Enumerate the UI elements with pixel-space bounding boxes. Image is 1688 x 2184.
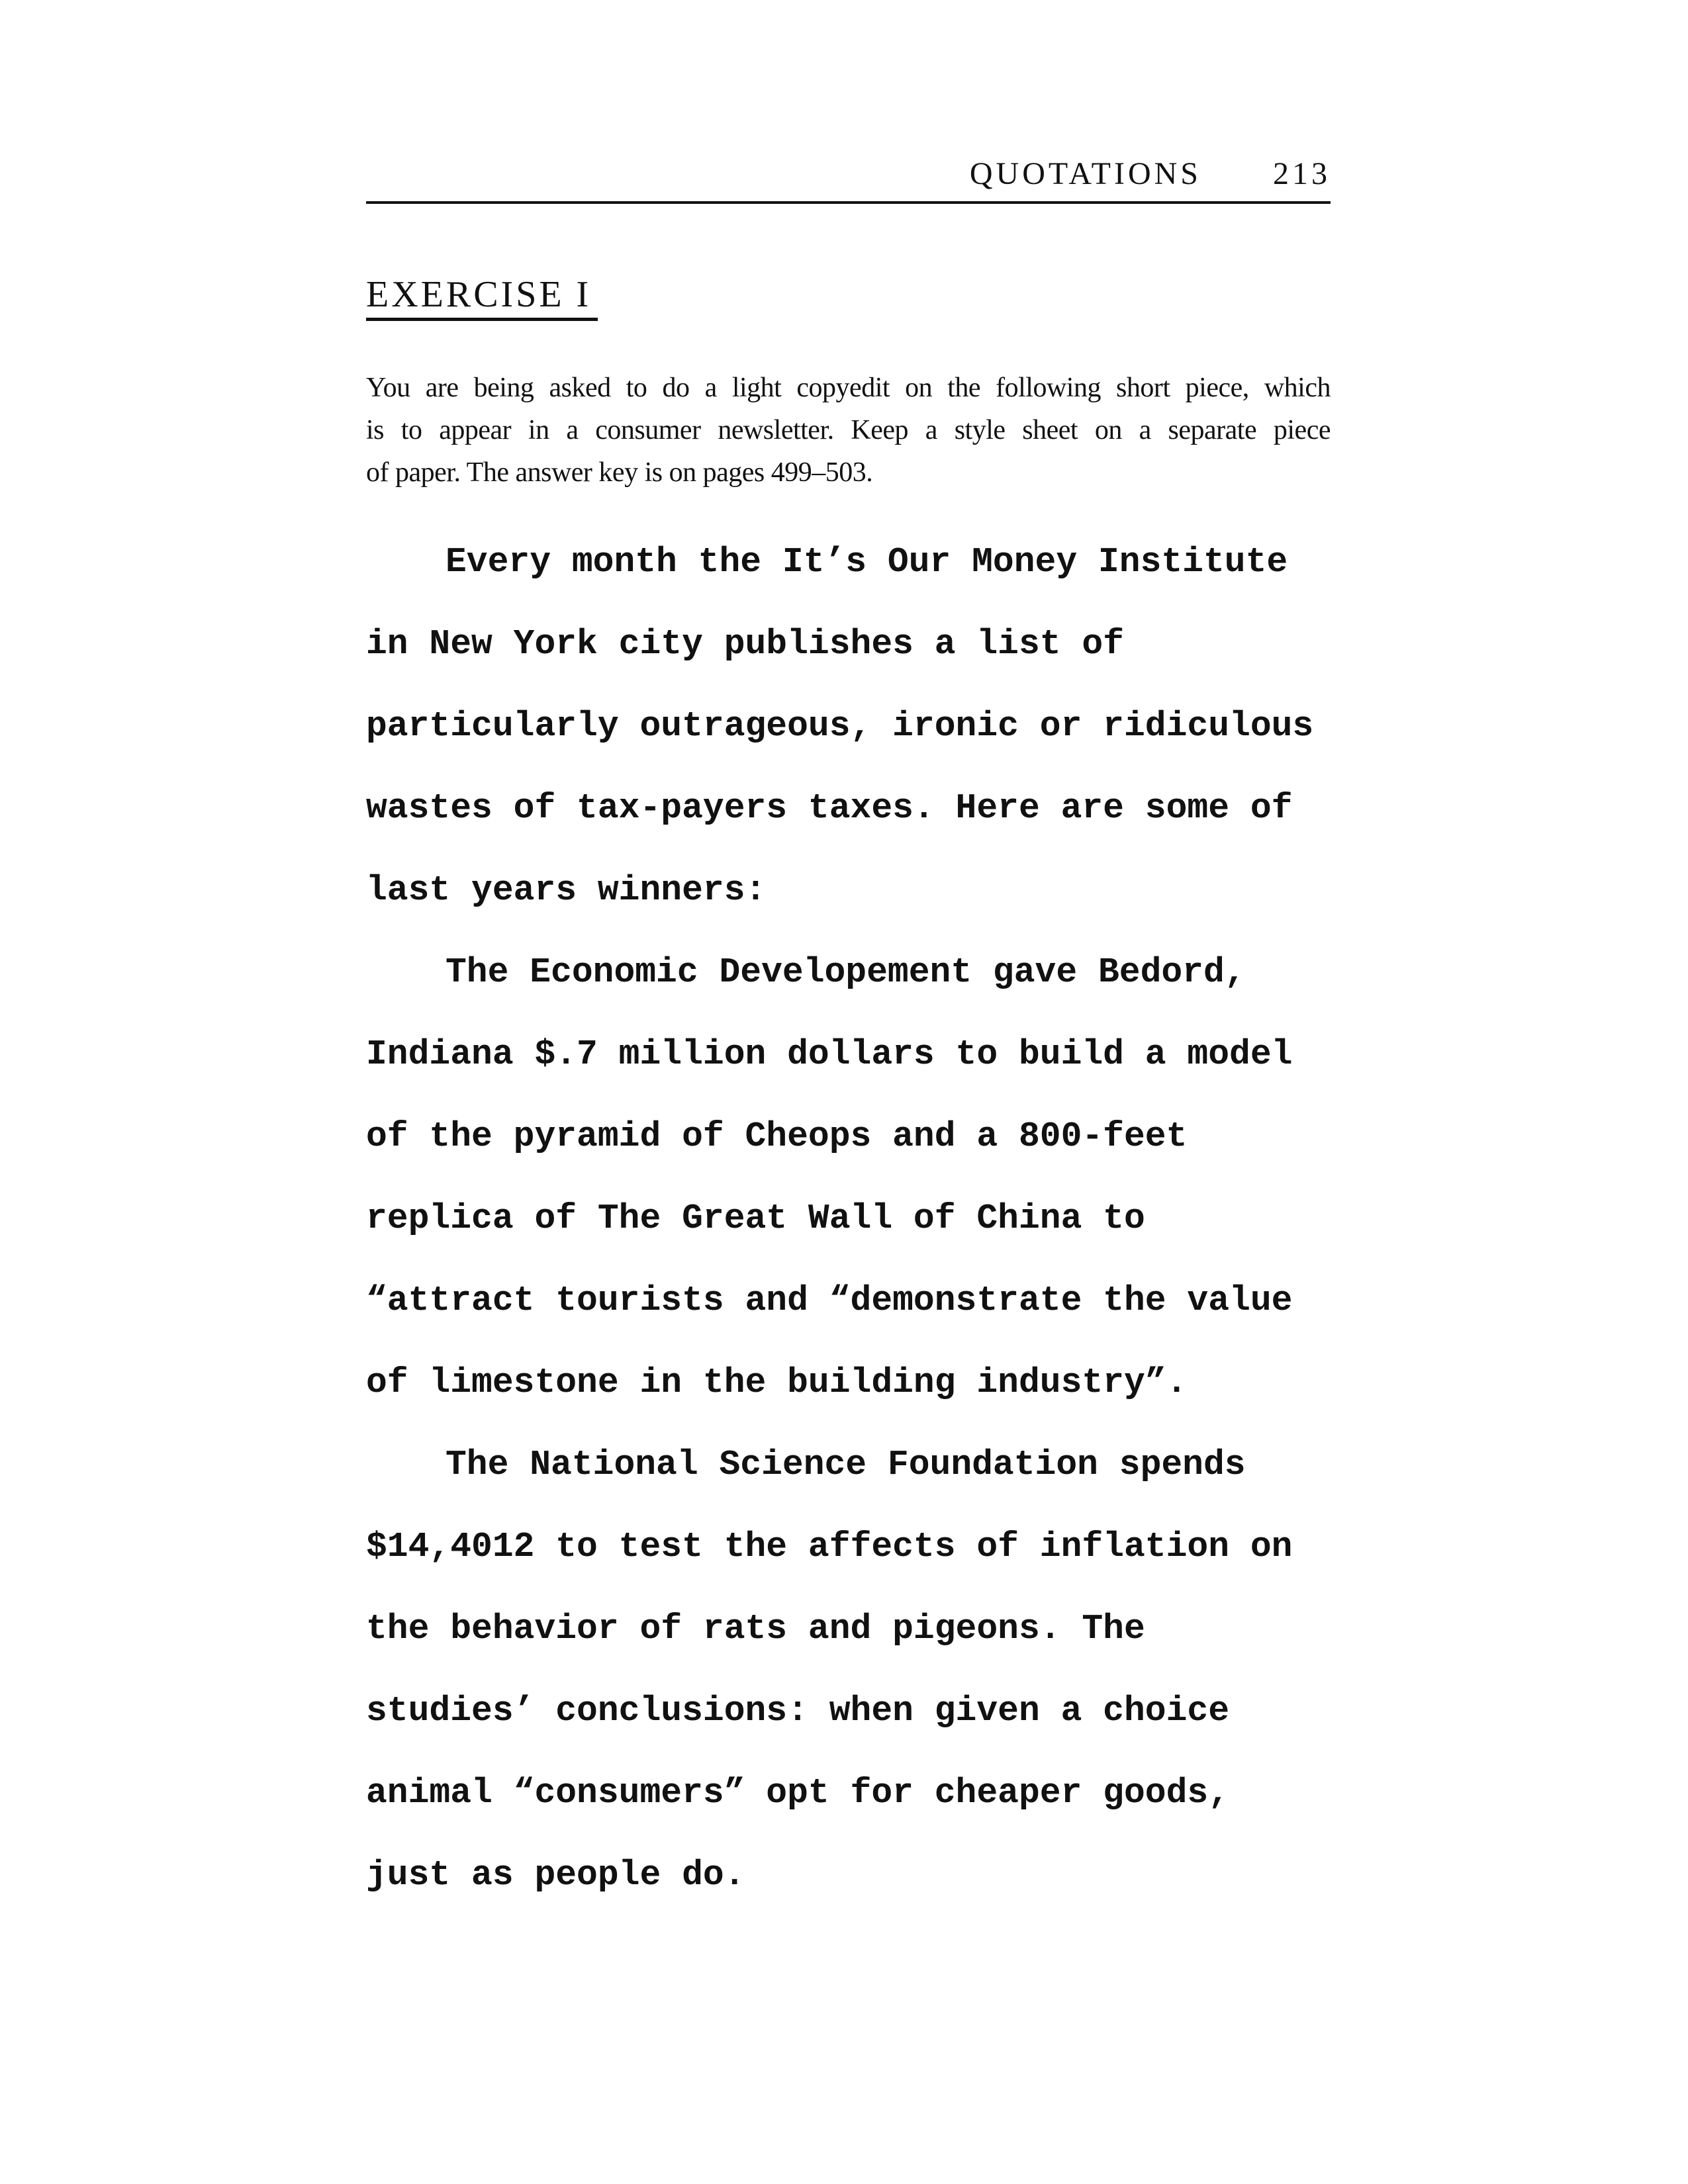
- intro-line: of paper. The answer key is on pages 499–503.: [366, 457, 873, 488]
- typescript-line: particularly outrageous, ironic or ridiculous: [366, 706, 1314, 746]
- typescript-line: $14,4012 to test the affects of inflation on: [366, 1527, 1293, 1567]
- typescript-passage: [366, 521, 1331, 1916]
- typescript-line: Every month the It’s Our Money Institute: [445, 542, 1288, 582]
- typescript-line: Indiana $.7 million dollars to build a model: [366, 1034, 1293, 1074]
- section-heading: EXERCISE I: [366, 276, 598, 321]
- typescript-line: of limestone in the building industry”.: [366, 1363, 1188, 1402]
- typescript-line: studies’ conclusions: when given a choice: [366, 1691, 1230, 1731]
- typescript-line: replica of The Great Wall of China to: [366, 1199, 1145, 1238]
- header-rule: [366, 201, 1331, 204]
- typescript-line: wastes of tax-payers taxes. Here are some of: [366, 788, 1293, 828]
- typescript-line: “attract tourists and “demonstrate the value: [366, 1281, 1293, 1320]
- typescript-line: of the pyramid of Cheops and a 800-feet: [366, 1116, 1188, 1156]
- typescript-line: animal “consumers” opt for cheaper goods,: [366, 1773, 1230, 1813]
- page-number: 213: [1273, 156, 1331, 191]
- typescript-line: The National Science Foundation spends: [445, 1445, 1246, 1484]
- typescript-line: The Economic Developement gave Bedord,: [445, 952, 1246, 992]
- typescript-line: in New York city publishes a list of: [366, 624, 1124, 664]
- intro-line: is to appear in a consumer newsletter. Keep a style sheet on a separate piece: [366, 415, 1331, 445]
- running-head: [366, 158, 1331, 190]
- typescript-line: the behavior of rats and pigeons. The: [366, 1609, 1145, 1649]
- typescript-line: last years winners:: [366, 870, 767, 910]
- running-head-section: QUOTATIONS: [969, 156, 1201, 191]
- intro-paragraph: [366, 367, 1331, 494]
- typescript-line: just as people do.: [366, 1855, 745, 1895]
- intro-line: You are being asked to do a light copyedit on the following short piece, which: [366, 373, 1331, 403]
